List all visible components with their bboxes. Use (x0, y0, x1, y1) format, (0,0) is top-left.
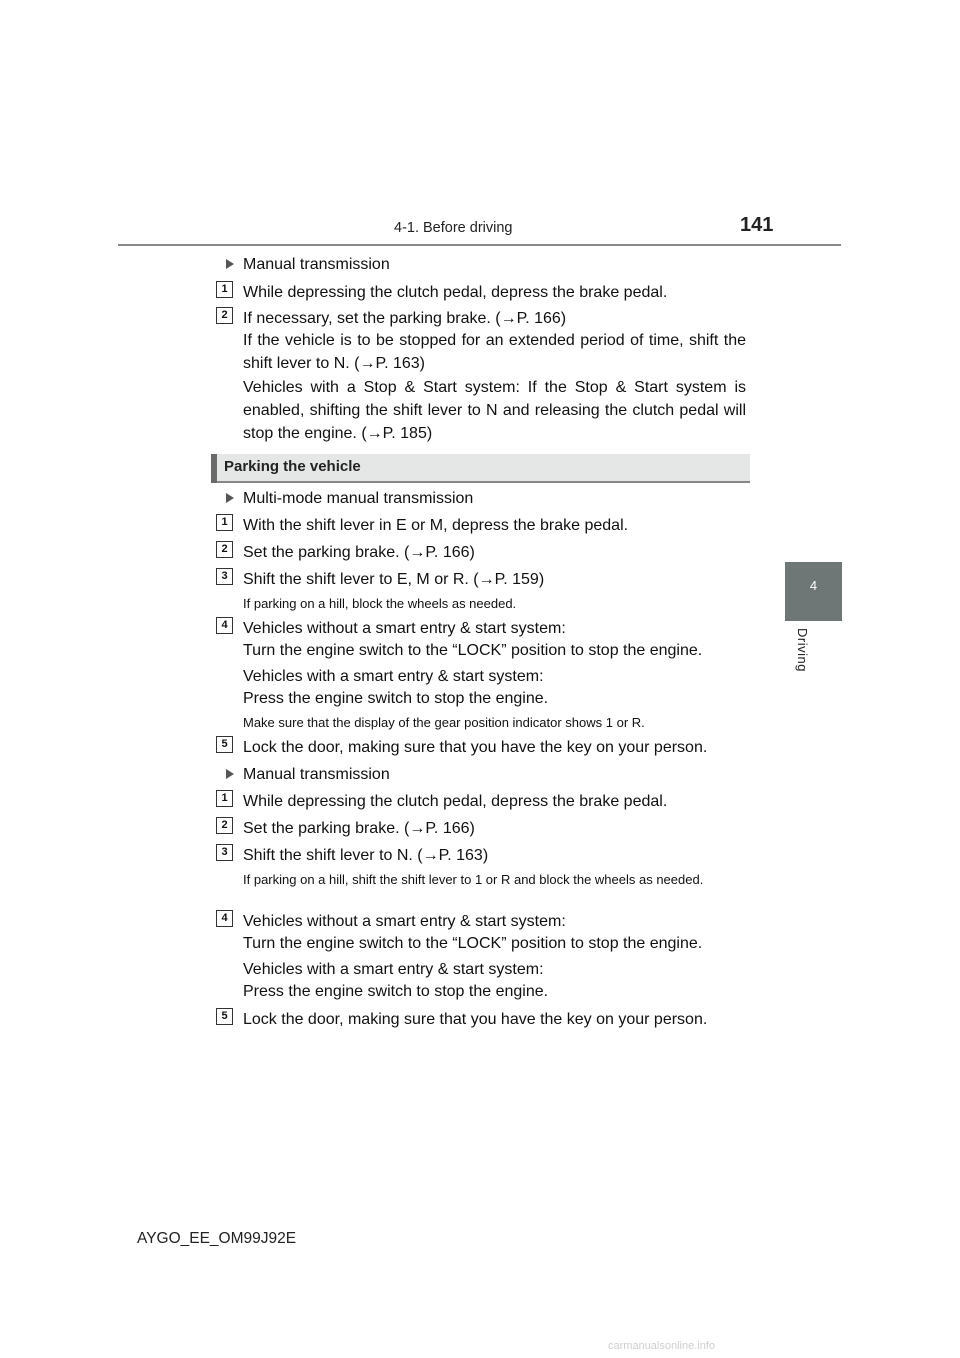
step-text: Shift the shift lever to N. (→P. 163) (243, 847, 489, 864)
step-number: 5 (216, 1008, 233, 1025)
chapter-title: Driving (795, 628, 810, 672)
subheading-manual-transmission: Manual transmission (226, 255, 390, 274)
subheading-multi-mode: Multi-mode manual transmission (226, 489, 473, 508)
header-divider (118, 244, 841, 246)
arrow-bullet-icon (226, 769, 234, 779)
step-number: 5 (216, 736, 233, 753)
step-number: 4 (216, 617, 233, 634)
step-text: Shift the shift lever to E, M or R. (→P. 159) (243, 571, 545, 588)
step-text: Vehicles with a smart entry & start system: (243, 961, 544, 978)
arrow-bullet-icon (226, 493, 234, 503)
step-text: With the shift lever in E or M, depress the brake pedal. (243, 517, 629, 534)
chapter-number: 4 (809, 578, 818, 593)
step-number: 1 (216, 281, 233, 298)
step-number: 3 (216, 844, 233, 861)
step-text: If necessary, set the parking brake. (→P. 166) (243, 310, 567, 327)
step-note: Make sure that the display of the gear position indicator shows 1 or R. (243, 715, 645, 730)
section-heading: Parking the vehicle (224, 458, 361, 475)
step-number: 4 (216, 910, 233, 927)
step-text: Press the engine switch to stop the engine. (243, 983, 549, 1000)
subheading-manual-transmission: Manual transmission (226, 765, 390, 784)
step-number: 2 (216, 817, 233, 834)
step-text: Press the engine switch to stop the engine. (243, 690, 549, 707)
document-code: AYGO_EE_OM99J92E (137, 1230, 297, 1247)
arrow-bullet-icon (226, 259, 234, 269)
section-title: 4-1. Before driving (394, 220, 513, 236)
step-text: Turn the engine switch to the “LOCK” position to stop the engine. (243, 935, 703, 952)
step-text: While depressing the clutch pedal, depress the brake pedal. (243, 793, 668, 810)
step-number: 3 (216, 568, 233, 585)
step-paragraph: If the vehicle is to be stopped for an extended period of time, shift the shift lever to N. (→P. 163) (243, 332, 746, 372)
step-text: Lock the door, making sure that you have the key on your person. (243, 739, 708, 756)
step-text: While depressing the clutch pedal, depress the brake pedal. (243, 284, 668, 301)
watermark: carmanualsonline.info (608, 1340, 716, 1352)
step-note: If parking on a hill, block the wheels as needed. (243, 596, 517, 611)
step-number: 2 (216, 307, 233, 324)
step-text: Lock the door, making sure that you have the key on your person. (243, 1011, 708, 1028)
step-text: Turn the engine switch to the “LOCK” position to stop the engine. (243, 642, 703, 659)
step-text: Set the parking brake. (→P. 166) (243, 544, 475, 561)
step-text: Set the parking brake. (→P. 166) (243, 820, 475, 837)
step-text: Vehicles without a smart entry & start system: (243, 913, 566, 930)
step-number: 1 (216, 514, 233, 531)
step-text: Vehicles without a smart entry & start system: (243, 620, 566, 637)
section-heading-accent (211, 454, 217, 483)
step-note: If parking on a hill, shift the shift lever to 1 or R and block the wheels as needed. (243, 872, 704, 887)
step-number: 1 (216, 790, 233, 807)
page-number: 141 (740, 214, 774, 236)
step-number: 2 (216, 541, 233, 558)
step-paragraph: Vehicles with a Stop & Start system: If the Stop & Start system is enabled, shifting the shift lever to N and releasing the clutch pedal will stop the engine. (→P. 185) (243, 379, 746, 442)
step-text: Vehicles with a smart entry & start system: (243, 668, 544, 685)
